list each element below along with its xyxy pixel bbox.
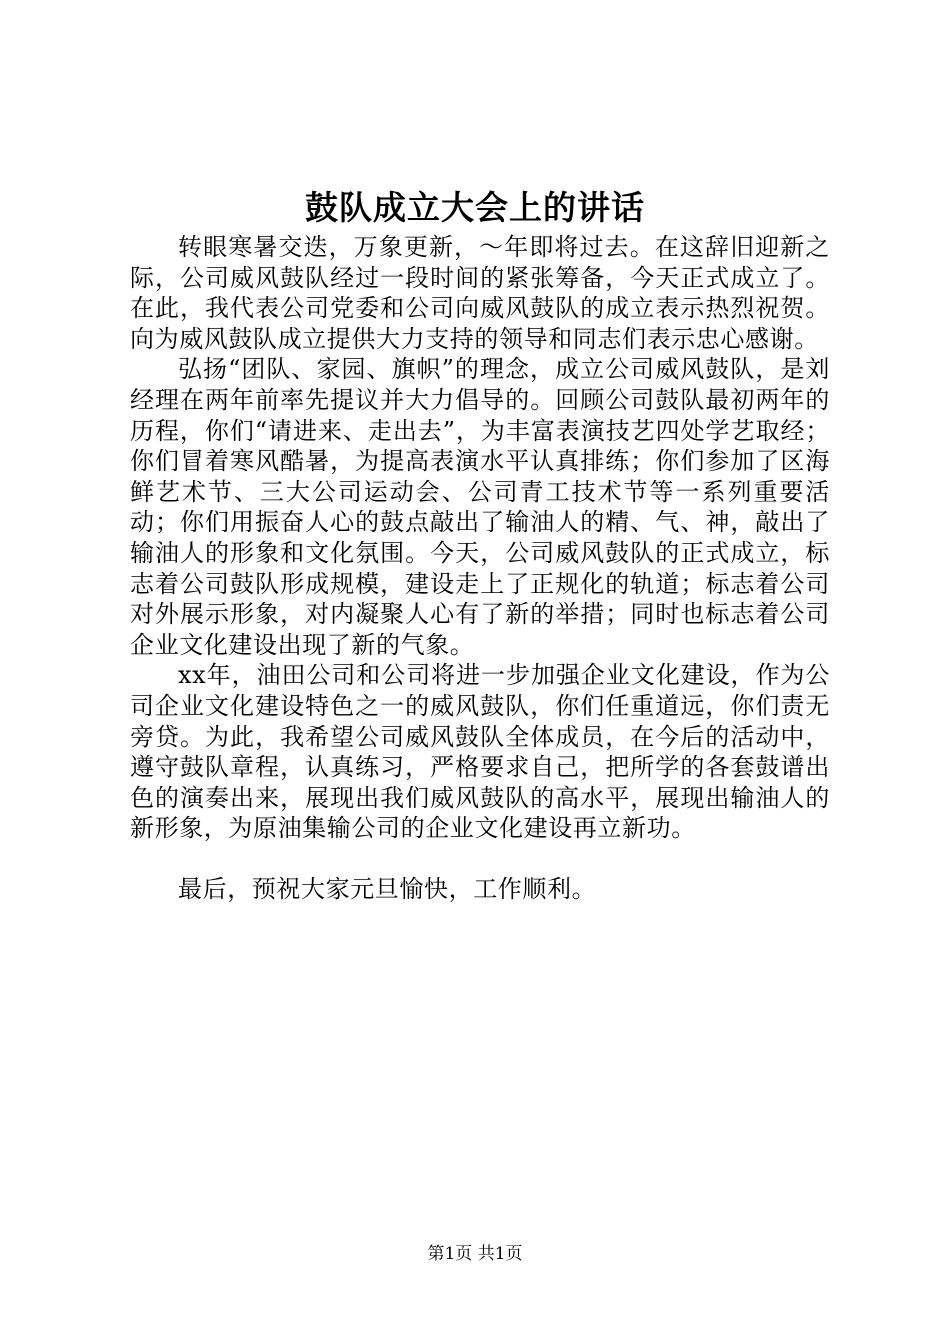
closing-paragraph: 最后，预祝大家元旦愉快，工作顺利。 bbox=[178, 874, 597, 903]
paragraph-1: 转眼寒暑交迭，万象更新，～年即将过去。在这辞旧迎新之际，公司威风鼓队经过一段时间的紧张筹备，今天正式成立了。在此，我代表公司党委和公司向威风鼓队的成立表示热烈祝贺。向为威风鼓队成立提供大力支持的领导和同志们表示忠心感谢。 bbox=[130, 233, 830, 353]
document-title: 鼓队成立大会上的讲话 bbox=[305, 188, 645, 227]
document-body bbox=[130, 232, 830, 904]
paragraph-2: 弘扬“团队、家园、旗帜”的理念，成立公司威风鼓队，是刘经理在两年前率先提议并大力倡导的。回顾公司鼓队最初两年的历程，你们“请进来、走出去”，为丰富表演技艺四处学艺取经；你们冒着寒风酷暑，为提高表演水平认真排练；你们参加了区海鲜艺术节、三大公司运动会、公司青工技术节等一系列重要活动；你们用振奋人心的鼓点敲出了输油人的精、气、神，敲出了输油人的形象和文化氛围。今天，公司威风鼓队的正式成立，标志着公司鼓队形成规模，建设走上了正规化的轨道；标志着公司对外展示形象，对内凝聚人心有了新的举措；同时也标志着公司企业文化建设出现了新的气象。 bbox=[130, 355, 830, 659]
paragraph-3: xx年，油田公司和公司将进一步加强企业文化建设，作为公司企业文化建设特色之一的威风鼓队，你们任重道远，你们责无旁贷。为此，我希望公司威风鼓队全体成员，在今后的活动中，遵守鼓队章程，认真练习，严格要求自己，把所学的各套鼓谱出色的演奏出来，展现出我们威风鼓队的高水平，展现出输油人的新形象，为原油集输公司的企业文化建设再立新功。 bbox=[130, 661, 830, 843]
page-number-footer: 第1页 共1页 bbox=[427, 1244, 523, 1264]
